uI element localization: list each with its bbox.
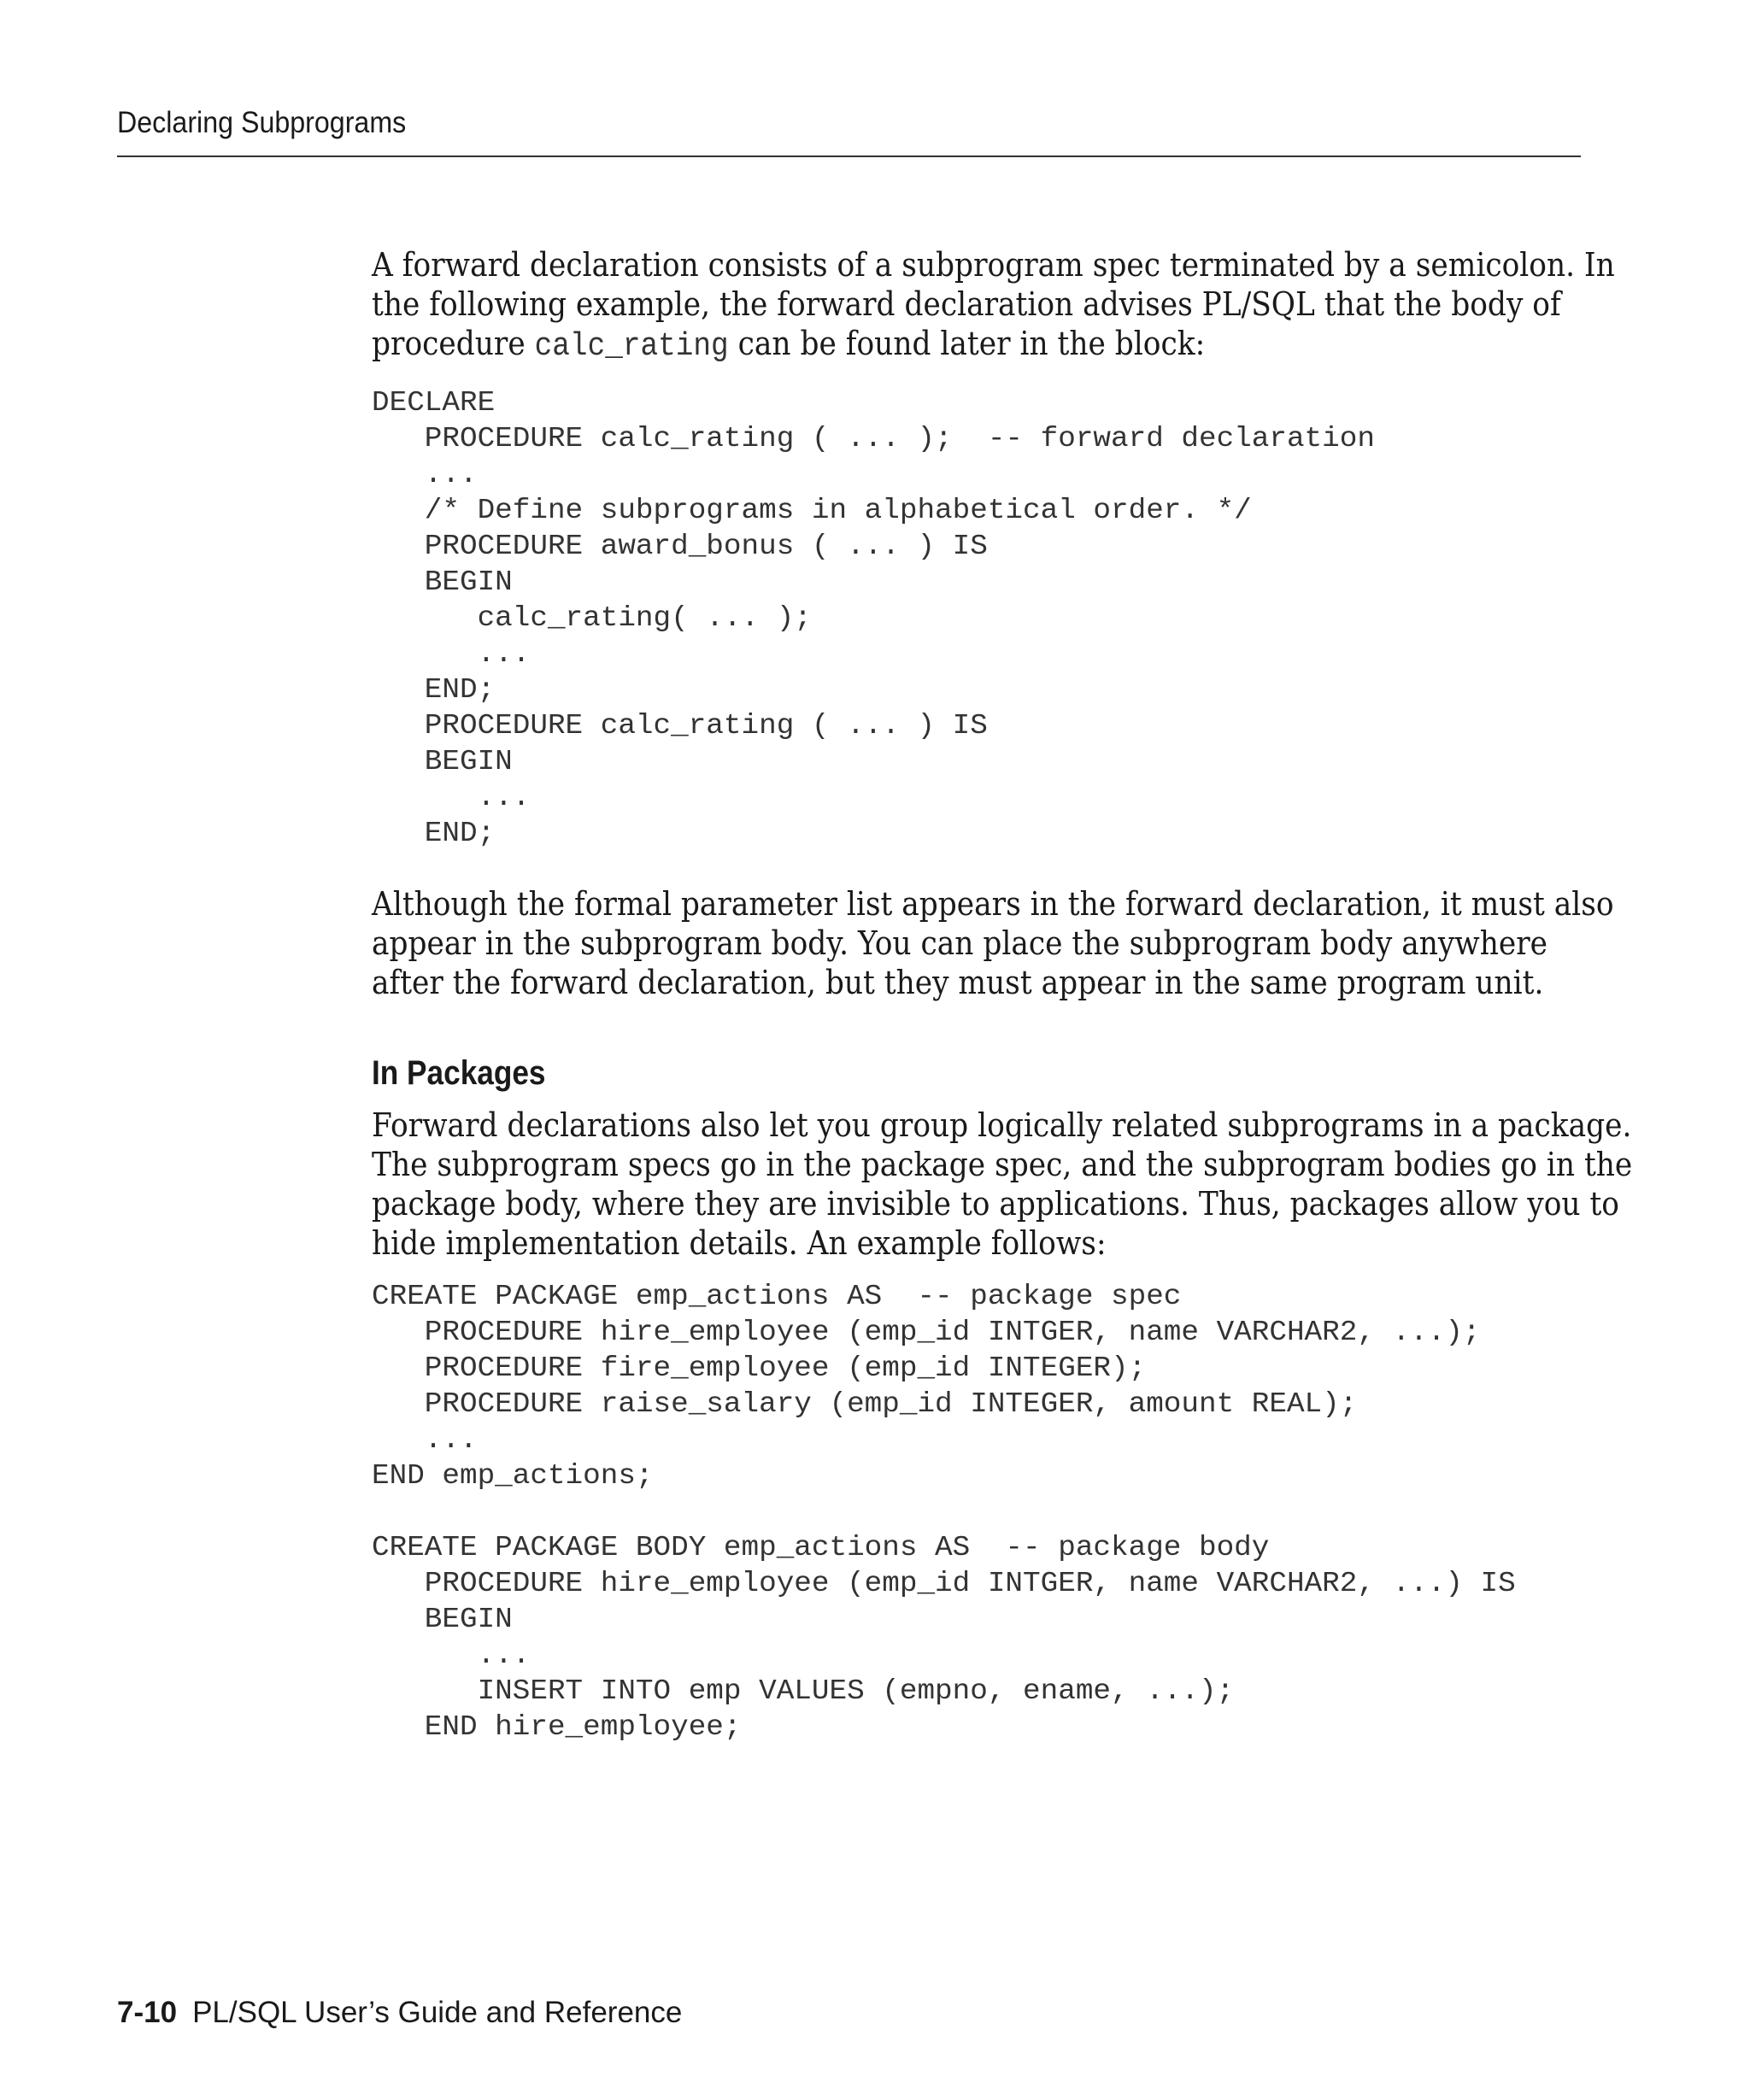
code-line: PROCEDURE fire_employee (emp_id INTEGER); — [372, 1352, 1147, 1384]
code-line: END emp_actions; — [372, 1460, 654, 1492]
code-line: PROCEDURE raise_salary (emp_id INTEGER, amount REAL); — [372, 1388, 1358, 1420]
intro-line-1: A forward declaration consists of a subprogram spec terminated by a semicolon. In — [372, 246, 1615, 284]
code-line: CREATE PACKAGE BODY emp_actions AS -- package body — [372, 1532, 1270, 1563]
intro-paragraph — [372, 245, 1615, 367]
code-line: PROCEDURE award_bonus ( ... ) IS — [372, 531, 988, 562]
code-line: INSERT INTO emp VALUES (empno, ename, ...); — [372, 1675, 1235, 1707]
paragraph-2-block — [372, 884, 1614, 1002]
code-line: BEGIN — [372, 566, 513, 598]
code-line: BEGIN — [372, 1604, 513, 1635]
code-line: ... — [372, 1424, 478, 1456]
intro-line-3-text-start: procedure — [372, 325, 535, 362]
header-divider — [117, 155, 1581, 157]
code-line: END; — [372, 674, 496, 706]
code-line: PROCEDURE calc_rating ( ... ); -- forward declaration — [372, 423, 1375, 455]
intro-paragraph-block — [372, 245, 1615, 367]
code-example-package — [372, 1279, 1634, 1745]
page-footer — [117, 1996, 682, 2030]
paragraph-3-line-2: The subprogram specs go in the package spec, and the subprogram bodies go in the — [372, 1146, 1633, 1183]
running-header-title: Declaring Subprograms — [117, 106, 407, 139]
paragraph-3-block — [372, 1106, 1633, 1263]
code-line: PROCEDURE hire_employee (emp_id INTGER, name VARCHAR2, ...) IS — [372, 1568, 1516, 1599]
intro-line-3 — [372, 324, 1470, 367]
paragraph-3-line-4: hide implementation details. An example follows: — [372, 1224, 1107, 1262]
code-line: CREATE PACKAGE emp_actions AS -- package spec — [372, 1281, 1182, 1312]
paragraph-3-line-1: Forward declarations also let you group logically related subprograms in a package. — [372, 1106, 1632, 1144]
code-line: /* Define subprograms in alphabetical order. */ — [372, 495, 1252, 526]
paragraph-3-line-3: package body, where they are invisible to applications. Thus, packages allow you to — [372, 1185, 1620, 1223]
code-line: END; — [372, 818, 496, 849]
code-line: BEGIN — [372, 746, 513, 777]
intro-line-2: the following example, the forward declaration advises PL/SQL that the body of — [372, 285, 1561, 323]
code-example-declare — [372, 385, 1634, 852]
code-line: calc_rating( ... ); — [372, 602, 812, 634]
paragraph-parameter-list — [372, 884, 1614, 1002]
paragraph-2-line-2: appear in the subprogram body. You can place the subprogram body anywhere — [372, 924, 1548, 962]
section-heading-in-packages: In Packages — [372, 1054, 546, 1092]
code-line: ... — [372, 782, 531, 813]
code-line: ... — [372, 1640, 531, 1671]
code-example-2-block — [372, 1279, 1585, 1745]
code-line: END hire_employee; — [372, 1711, 742, 1743]
section-heading-block — [372, 1053, 1585, 1094]
paragraph-packages — [372, 1106, 1633, 1263]
page-number: 7-10 — [117, 1996, 178, 2029]
code-line: ... — [372, 638, 531, 670]
code-line: DECLARE — [372, 387, 496, 419]
code-line: PROCEDURE hire_employee (emp_id INTGER, name VARCHAR2, ...); — [372, 1317, 1481, 1348]
paragraph-2-line-3: after the forward declaration, but they must appear in the same program unit. — [372, 964, 1544, 1001]
paragraph-2-line-1: Although the formal parameter list appears in the forward declaration, it must also — [372, 885, 1614, 923]
book-title: PL/SQL User’s Guide and Reference — [192, 1996, 683, 2029]
intro-line-3-text-end: can be found later in the block: — [728, 325, 1206, 362]
inline-code-calc-rating: calc_rating — [534, 328, 729, 365]
code-example-1-block — [372, 385, 1585, 852]
code-line: PROCEDURE calc_rating ( ... ) IS — [372, 710, 988, 742]
code-line: ... — [372, 459, 478, 490]
